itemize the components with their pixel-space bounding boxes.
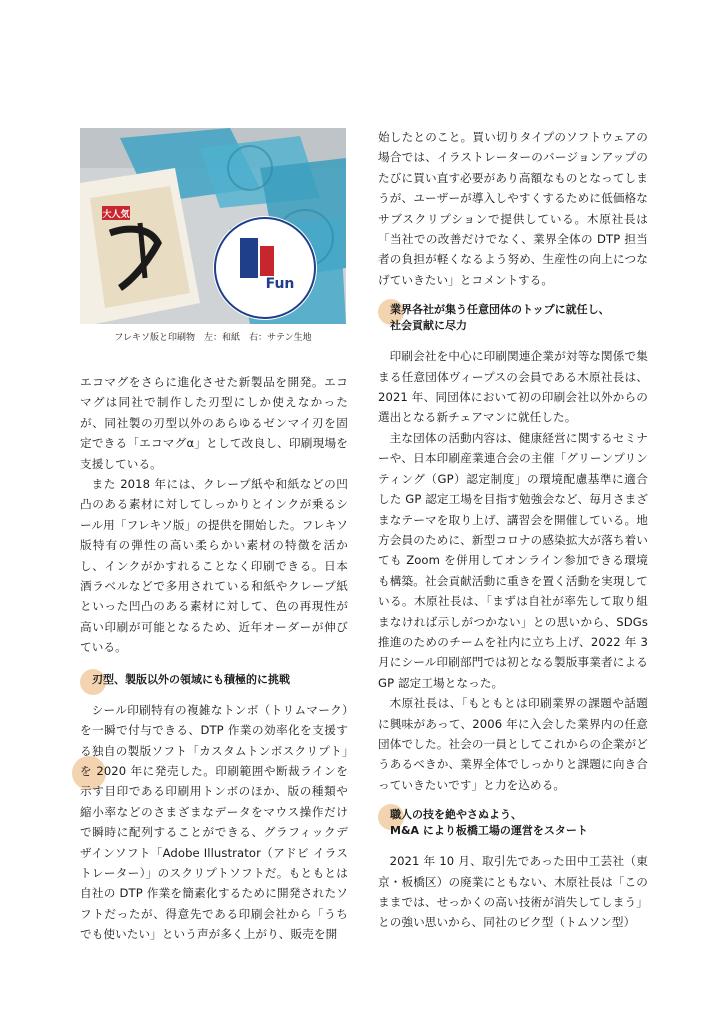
photo-caption: フレキソ版と印刷物 左：和紙 右：サテン生地 xyxy=(114,333,312,343)
paragraph: エコマグをさらに進化させた新製品を開発。エコマグは同社で制作した刃型にしか使えなかったが、同社製の刃型以外のあらゆるゼンマイ刃を固定できる「エコマグα」として改良し、印刷現場を支援している。 xyxy=(80,375,348,471)
section-heading xyxy=(386,807,648,839)
right-column xyxy=(378,127,648,933)
paragraph: シール印刷特有の複雑なトンボ（トリムマーク）を一瞬で付与できる、DTP 作業の効率化を支援する独自の製版ソフト「カスタムトンボスクリプト」を 2020 年に発売した。印刷範囲や断裁ラインを示す目印である印刷用トンボのほか、版の種類や縮小率などのさまざまなデータをマウス操作だけで瞬時に配列することができる、グラフィックデザインソフト「Adobe Illustrator（アドビ イラストレーター）」のスクリプトソフトだ。もともとは自社の DTP 作業を簡素化するために開発されたソフトだったが、得意先である印刷会社から「うちでも使いたい」という声が多く上がり、販売を開 xyxy=(80,702,348,942)
label-left-text: 大人気 xyxy=(102,210,130,220)
paragraph: 2021 年 10 月、取引先であった田中工芸社（東京・板橋区）の廃業にともない、木原社長は「このままでは、せっかくの高い技術が消失してしまう」との強い思いから、同社のビク型（トムソン型） xyxy=(378,854,648,930)
paragraph: 始したとのこと。買い切りタイプのソフトウェアの場合では、イラストレーターのバージョンアップのたびに買い直す必要があり高額なものとなってしまうが、ユーザーが導入しやすくするために低価格なサブスクリプションで提供している。木原社長は「当社での改善だけでなく、業界全体の DTP 担当者の負担が軽くなるよう努め、生産性の向上につなげていきたい」とコメントする。 xyxy=(378,130,648,287)
paragraph: 木原社長は、「もともとは印刷業界の課題や話題に興味があって、2006 年に入会した業界内の任意団体でした。社会の一員としてこれからの企業がどうあるべきか、業界全体でしっかりと課題に向き合っていきたいです」と力を込める。 xyxy=(378,696,648,792)
paragraph: 主な団体の活動内容は、健康経営に関するセミナーや、日本印刷産業連合会の主催「グリーンプリンティング（GP）認定制度」の環境配慮基準に適合した GP 認定工場を目指す勉強会など、毎月さまざまなテーマを取り上げ、講習会を開催している。地方会員のために、新型コロナの感染拡大が落ち着いても Zoom を併用してオンライン参加できる環境も構築。社会貢献活動に重きを置く活動を実現している。木原社長は、「まずは自社が率先して取り組まなければ示しがつかない」との思いから、SDGs 推進のためのチームを社内に立ち上げ、2022 年 3 月にシール印刷部門では初となる製版事業者による GP 認定工場となった。 xyxy=(378,430,648,690)
section-heading xyxy=(386,302,648,334)
left-body xyxy=(80,372,348,945)
paragraph: 印刷会社を中心に印刷関連企業が対等な関係で集まる任意団体ヴィープスの会員である木原社長は、2021 年、同団体において初の印刷会社以外からの選出となる新チェアマンに就任した。 xyxy=(378,349,648,425)
heading-text-line-2: 社会貢献に尽力 xyxy=(390,319,467,333)
photo-illustration xyxy=(80,128,346,324)
paragraph: また 2018 年には、クレープ紙や和紙などの凹凸のある素材に対してしっかりとインクが乗るシール用「フレキソ版」の提供を開始した。フレキソ版特有の弾性の高い柔らかい素材の特徴を活かし、インクがかすれることなく印刷できる。日本酒ラベルなどで多用されている和紙やクレープ紙といった凹凸のある素材に対して、色の再現性が高い印刷が可能となるため、近年オーダーが伸びている。 xyxy=(80,477,348,655)
photo-flexo-plates xyxy=(80,128,346,324)
heading-text-line-1: 職人の技を絶やさぬよう、 xyxy=(390,808,522,822)
heading-text: 刃型、製版以外の領域にも積極的に挑戦 xyxy=(92,672,290,686)
heading-text-line-2: M&A により板橋工場の運営をスタート xyxy=(390,824,588,838)
section-heading xyxy=(88,672,348,688)
heading-text-line-1: 業界各社が集う任意団体のトップに就任し、 xyxy=(390,303,610,317)
label-right-text: Fun xyxy=(265,276,295,292)
